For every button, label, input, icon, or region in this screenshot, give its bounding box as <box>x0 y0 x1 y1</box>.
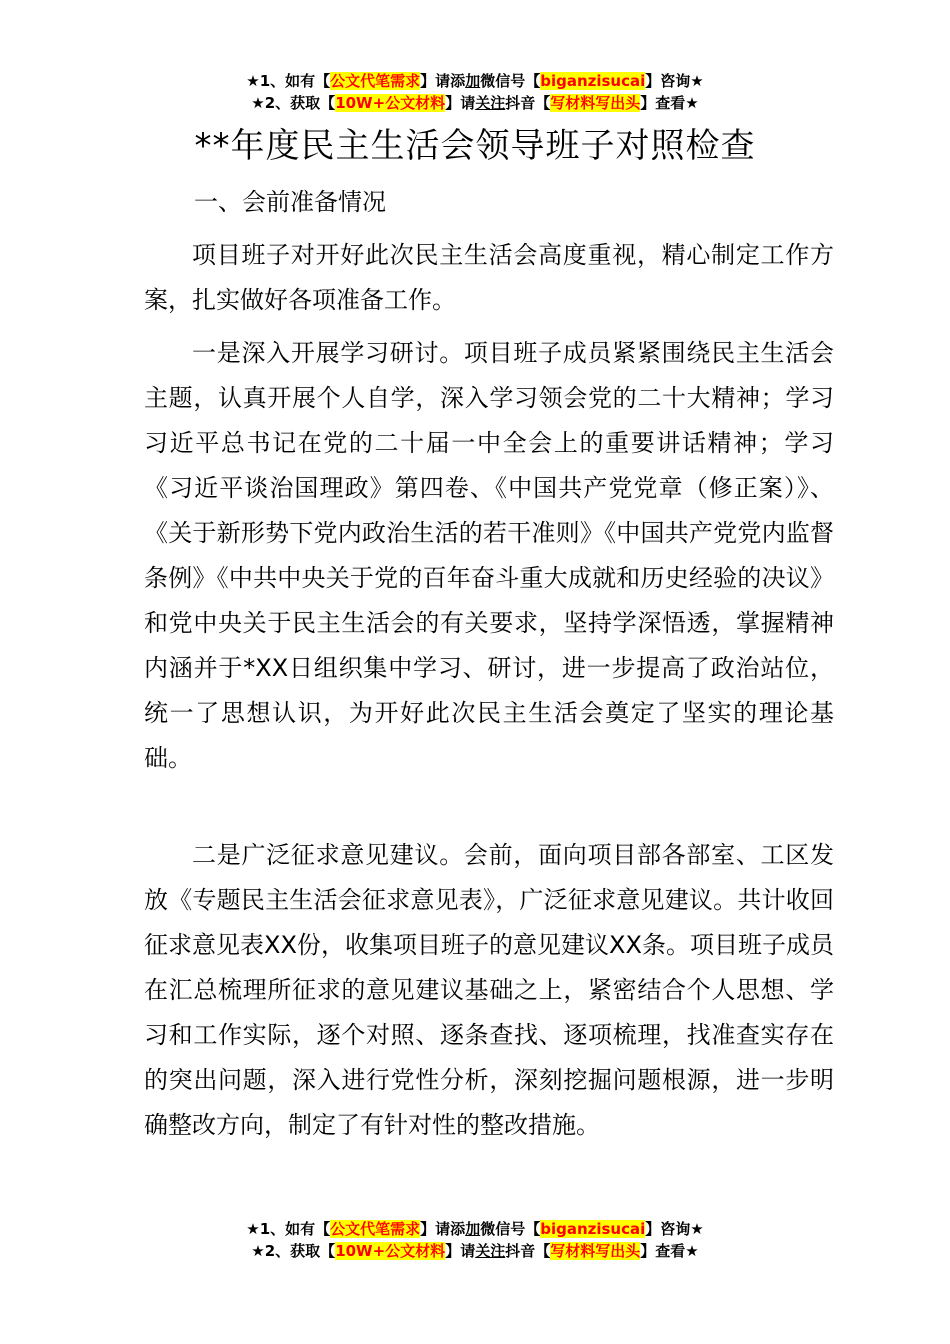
section-heading: 一、会前准备情况 <box>194 188 386 216</box>
promo-banner-top <box>0 70 950 114</box>
highlight-douyin-id: 写材料写出头 <box>550 1242 641 1260</box>
highlight-wechat-id: biganzisucai <box>540 72 646 90</box>
paragraph-feedback: 二是广泛征求意见建议。会前，面向项目部各部室、工区发放《专题民主生活会征求意见表》，广泛征求意见建议。共计收回征求意见表XX份，收集项目班子的意见建议XX条。项目班子成员在汇总梳理所征求的意见建议基础之上，紧密结合个人思想、学习和工作实际，逐个对照、逐条查找、逐项梳理，找准查实存在的突出问题，深入进行党性分析，深刻挖掘问题根源，进一步明确整改方向，制定了有针对性的整改措施。 <box>144 841 834 1139</box>
promo-line-2: ★2、获取【10W+公文材料】请关注抖音【写材料写出头】查看★ <box>251 94 699 112</box>
promo-line-1: ★1、如有【公文代笔需求】请添加微信号【biganzisucai】咨询★ <box>246 1220 704 1238</box>
promo-line-1: ★1、如有【公文代笔需求】请添加微信号【biganzisucai】咨询★ <box>246 72 704 90</box>
highlight-materials: 10W+公文材料 <box>335 1242 446 1260</box>
promo-line-2: ★2、获取【10W+公文材料】请关注抖音【写材料写出头】查看★ <box>251 1242 699 1260</box>
paragraph-study: 一是深入开展学习研讨。项目班子成员紧紧围绕民主生活会主题，认真开展个人自学，深入学习领会党的二十大精神；学习习近平总书记在党的二十届一中全会上的重要讲话精神；学习《习近平谈治国理政》第四卷、《中国共产党党章（修正案）》、《关于新形势下党内政治生活的若干准则》《中国共产党党内监督条例》《中共中央关于党的百年奋斗重大成就和历史经验的决议》和党中央关于民主生活会的有关要求，坚持学深悟透，掌握精神内涵并于*XX日组织集中学习、研讨，进一步提高了政治站位，统一了思想认识，为开好此次民主生活会奠定了坚实的理论基础。 <box>144 339 834 772</box>
highlight-materials: 10W+公文材料 <box>335 94 446 112</box>
promo-banner-bottom <box>0 1218 950 1262</box>
document-title: **年度民主生活会领导班子对照检查 <box>194 126 756 166</box>
highlight-wechat-id: biganzisucai <box>540 1220 646 1238</box>
highlight-douyin-id: 写材料写出头 <box>550 94 641 112</box>
highlight-service: 公文代笔需求 <box>330 72 421 90</box>
highlight-service: 公文代笔需求 <box>330 1220 421 1238</box>
paragraph-intro: 项目班子对开好此次民主生活会高度重视，精心制定工作方案，扎实做好各项准备工作。 <box>144 241 834 314</box>
